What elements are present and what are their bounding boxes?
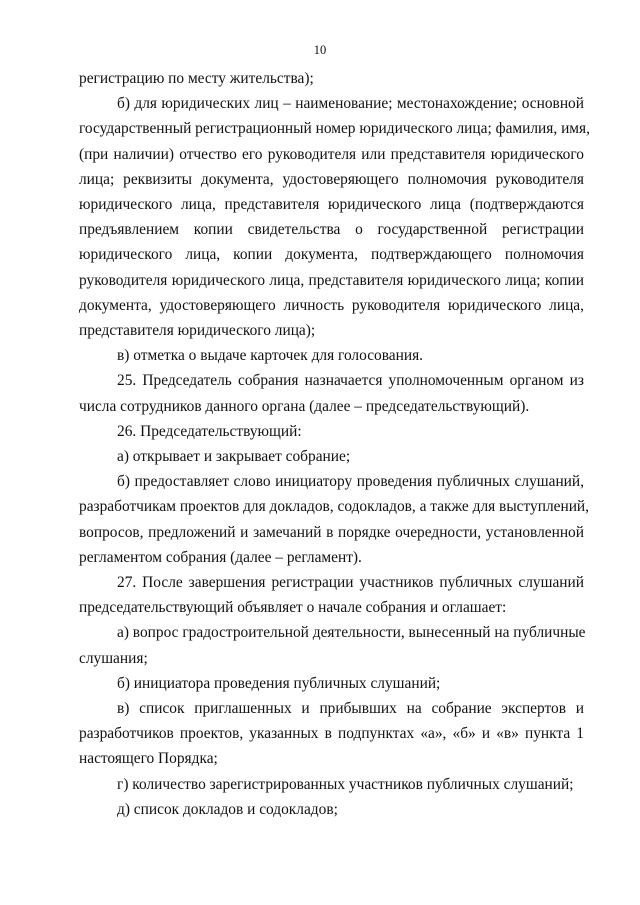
text-line: юридического лица, копии документа, подтверждающего полномочия [79, 246, 584, 264]
text-line: б) инициатора проведения публичных слушаний; [117, 674, 441, 692]
text-line: предъявлением копии свидетельства о государственной регистрации [79, 221, 584, 239]
document-body [79, 66, 590, 822]
text-line: а) открывает и закрывает собрание; [117, 448, 351, 466]
text-line: разработчиков проектов, указанных в подпунктах «а», «б» и «в» пункта 1 [79, 725, 584, 743]
text-line: государственный регистрационный номер юридического лица; фамилия, имя, [79, 120, 590, 138]
text-line: вопросов, предложений и замечаний в порядке очередности, установленной [79, 523, 584, 541]
text-line: 26. Председательствующий: [117, 422, 302, 440]
text-line: в) отметка о выдаче карточек для голосования. [117, 347, 424, 365]
text-line: председательствующий объявляет о начале собрания и оглашает: [79, 599, 507, 617]
page-number: 10 [313, 43, 327, 57]
text-line: б) предоставляет слово инициатору проведения публичных слушаний, [117, 473, 584, 491]
text-line: документа, удостоверяющего личность руководителя юридического лица, [79, 296, 584, 314]
text-line: представителя юридического лица); [79, 322, 316, 340]
text-line: настоящего Порядка; [79, 750, 218, 768]
text-line: 25. Председатель собрания назначается уполномоченным органом из [117, 372, 584, 390]
text-line: (при наличии) отчество его руководителя или представителя юридического [79, 145, 584, 163]
text-line: юридического лица, представителя юридического лица (подтверждаются [79, 196, 584, 214]
text-line: руководителя юридического лица, представителя юридического лица; копии [79, 271, 584, 289]
text-line: слушания; [79, 649, 148, 667]
text-line: 27. После завершения регистрации участников публичных слушаний [117, 574, 584, 592]
text-line: регистрацию по месту жительства); [79, 70, 314, 87]
text-line: г) количество зарегистрированных участников публичных слушаний; [117, 775, 574, 793]
text-line: регламентом собрания (далее – регламент). [79, 548, 362, 566]
text-line: в) список приглашенных и прибывших на собрание экспертов и [117, 700, 584, 718]
text-line: б) для юридических лиц – наименование; местонахождение; основной [117, 95, 584, 113]
text-line: д) список докладов и содокладов; [117, 800, 338, 818]
text-line: разработчикам проектов для докладов, содокладов, а также для выступлений, [79, 498, 590, 516]
text-line: числа сотрудников данного органа (далее – председательствующий). [79, 397, 530, 415]
text-line: а) вопрос градостроительной деятельности, вынесенный на публичные [117, 624, 586, 642]
text-line: лица; реквизиты документа, удостоверяющего полномочия руководителя [79, 170, 584, 188]
